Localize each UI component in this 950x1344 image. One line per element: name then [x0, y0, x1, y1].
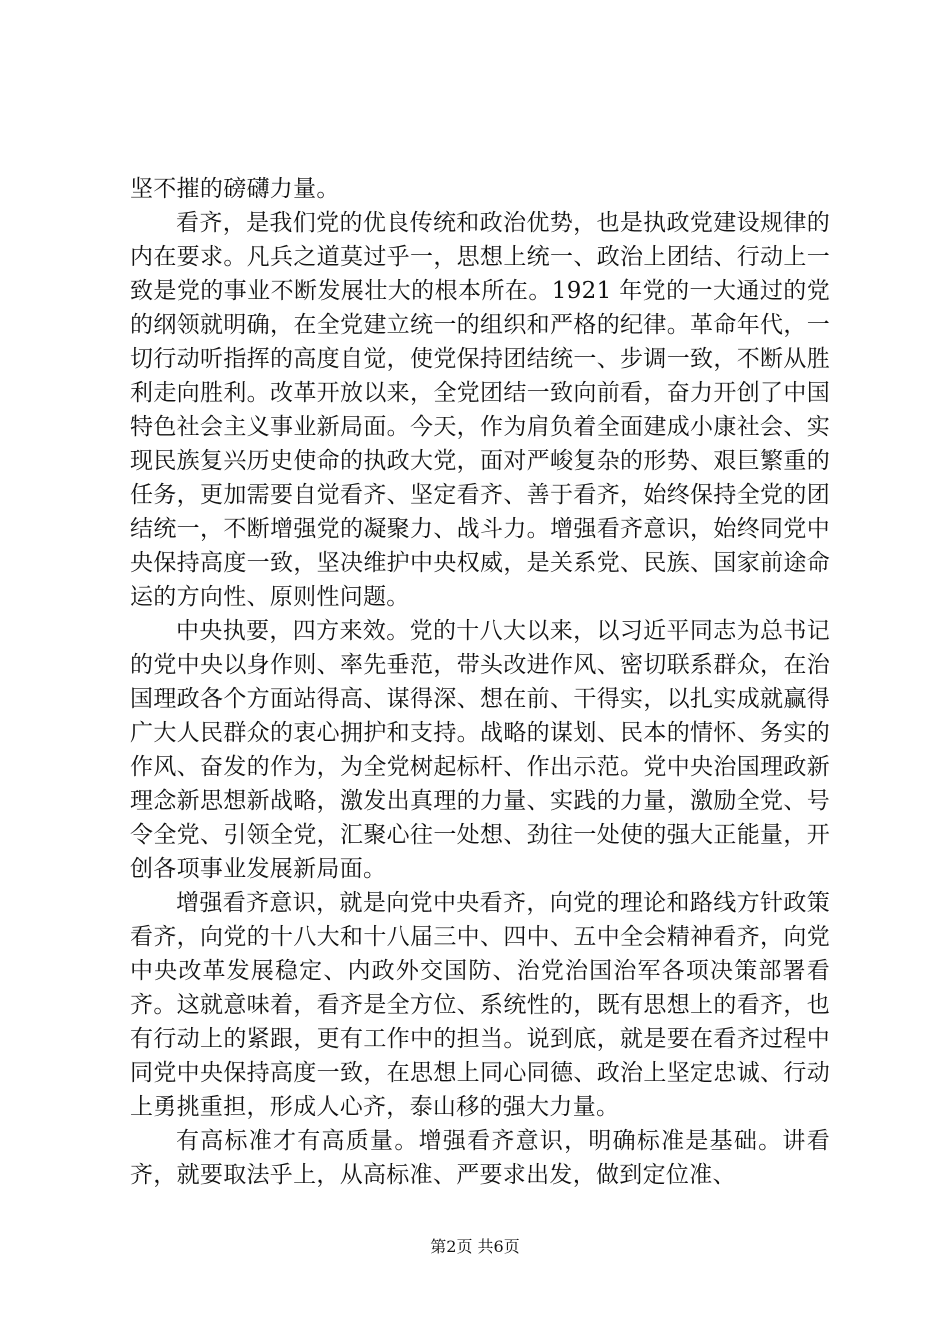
paragraph: 看齐，是我们党的优良传统和政治优势，也是执政党建设规律的内在要求。凡兵之道莫过乎一，思想上统一、政治上团结、行动上一致是党的事业不断发展壮大的根本所在。1921 年党的一大通过的党的纲领就明确，在全党建立统一的组织和严格的纪律。革命年代，一切行动听指挥的高度自觉，使党保持团结统一、步调一致，不断从胜利走向胜利。改革开放以来，全党团结一致向前看，奋力开创了中国特色社会主义事业新局面。今天，作为肩负着全面建成小康社会、实现民族复兴历史使命的执政大党，面对严峻复杂的形势、艰巨繁重的任务，更加需要自觉看齐、坚定看齐、善于看齐，始终保持全党的团结统一，不断增强党的凝聚力、战斗力。增强看齐意识，始终同党中央保持高度一致，坚决维护中央权威，是关系党、民族、国家前途命运的方向性、原则性问题。 [130, 210, 830, 610]
body-text [130, 172, 830, 1192]
paragraph-continuation: 坚不摧的磅礴力量。 [130, 176, 340, 202]
paragraph: 有高标准才有高质量。增强看齐意识，明确标准是基础。讲看齐，就要取法乎上，从高标准、严要求出发，做到定位准、 [130, 1128, 830, 1188]
paragraph: 增强看齐意识，就是向党中央看齐，向党的理论和路线方针政策看齐，向党的十八大和十八届三中、四中、五中全会精神看齐，向党中央改革发展稳定、内政外交国防、治党治国治军各项决策部署看齐。这就意味着，看齐是全方位、系统性的，既有思想上的看齐，也有行动上的紧跟，更有工作中的担当。说到底，就是要在看齐过程中同党中央保持高度一致，在思想上同心同德、政治上坚定忠诚、行动上勇挑重担，形成人心齐，泰山移的强大力量。 [130, 890, 830, 1120]
paragraph: 中央执要，四方来效。党的十八大以来，以习近平同志为总书记的党中央以身作则、率先垂范，带头改进作风、密切联系群众，在治国理政各个方面站得高、谋得深、想在前、干得实，以扎实成就赢得广大人民群众的衷心拥护和支持。战略的谋划、民本的情怀、务实的作风、奋发的作为，为全党树起标杆、作出示范。党中央治国理政新理念新思想新战略，激发出真理的力量、实践的力量，激励全党、号令全党、引领全党，汇聚心往一处想、劲往一处使的强大正能量，开创各项事业发展新局面。 [130, 618, 830, 882]
page-number-footer: 第2页 共6页 [430, 1237, 520, 1256]
